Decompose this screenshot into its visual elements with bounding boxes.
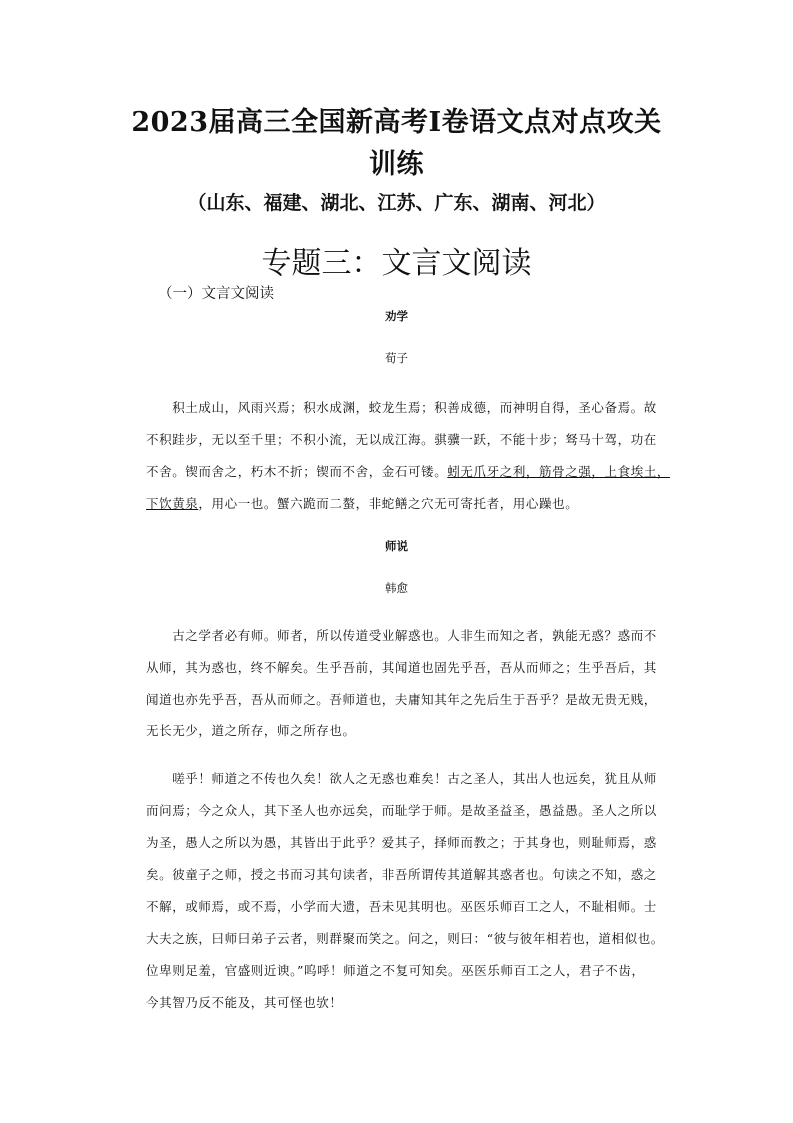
passage1-author: 荀子	[385, 351, 408, 365]
passage2-line: 无长无少，道之所存，师之所存也。	[146, 723, 356, 738]
passage1-line: 不积跬步，无以至千里；不积小流，无以成江海。骐骥一跃，不能十步；驽马十驾，功在	[146, 432, 657, 447]
underlined-sentence-part2: 下饮黄泉	[146, 496, 199, 511]
passage2-line: 不解，或师焉，或不焉，小学而大遗，吾未见其明也。巫医乐师百工之人，不耻相师。士	[146, 899, 657, 914]
passage1-title: 劝学	[385, 309, 408, 323]
topic-heading: 专题三：文言文阅读	[261, 246, 532, 281]
passage2-line: 今其智乃反不能及，其可怪也欤！	[146, 995, 343, 1010]
document-title-line1: 2023届高三全国新高考Ⅰ卷语文点对点攻关	[131, 107, 662, 138]
underlined-sentence-part1: 蚓无爪牙之利，筋骨之强，上食埃土，	[447, 464, 671, 479]
passage2-line: 矣。彼童子之师，授之书而习其句读者，非吾所谓传其道解其惑者也。句读之不知，惑之	[146, 867, 657, 882]
passage2-line: 为圣，愚人之所以为愚，其皆出于此乎？爱其子，择师而教之；于其身也，则耻师焉，惑	[146, 835, 657, 850]
passage2-line: 嗟乎！师道之不传也久矣！欲人之无惑也难矣！古之圣人，其出人也远矣，犹且从师	[146, 771, 657, 786]
passage2-line: 闻道也亦先乎吾，吾从而师之。吾师道也，夫庸知其年之先后生于吾乎？是故无贵无贱，	[146, 692, 657, 707]
passage2-line: 大夫之族，曰师曰弟子云者，则群聚而笑之。问之，则曰：“彼与彼年相若也，道相似也。	[146, 931, 664, 946]
passage2-line: 位卑则足羞，官盛则近谀。”呜呼！师道之不复可知矣。巫医乐师百工之人，君子不齿，	[146, 963, 645, 978]
passage2-author: 韩愈	[385, 581, 408, 595]
passage2-line: 而问焉；今之众人，其下圣人也亦远矣，而耻学于师。是故圣益圣，愚益愚。圣人之所以	[146, 803, 657, 818]
section-heading: （一）文言文阅读	[158, 286, 274, 302]
passage1-text: ，用心一也。蟹六跪而二螯，非蛇鳝之穴无可寄托者，用心躁也。	[198, 496, 579, 511]
passage2-line: 古之学者必有师。师者，所以传道受业解惑也。人非生而知之者，孰能无惑？惑而不	[146, 628, 657, 643]
passage1-line	[146, 462, 670, 480]
passage1-text: 不舍。锲而舍之，朽木不折；锲而不舍，金石可镂。	[146, 464, 448, 479]
document-title-line2: 训练	[369, 149, 424, 180]
passage2-line: 从师，其为惑也，终不解矣。生乎吾前，其闻道也固先乎吾，吾从而师之；生乎吾后，其	[146, 660, 657, 675]
document-subtitle: （山东、福建、湖北、江苏、广东、湖南、河北）	[187, 192, 606, 214]
passage1-line	[146, 494, 578, 512]
passage2-title: 师说	[385, 539, 408, 553]
passage1-line: 积土成山，风雨兴焉；积水成渊，蛟龙生焉；积善成德，而神明自得，圣心备焉。故	[146, 400, 657, 415]
